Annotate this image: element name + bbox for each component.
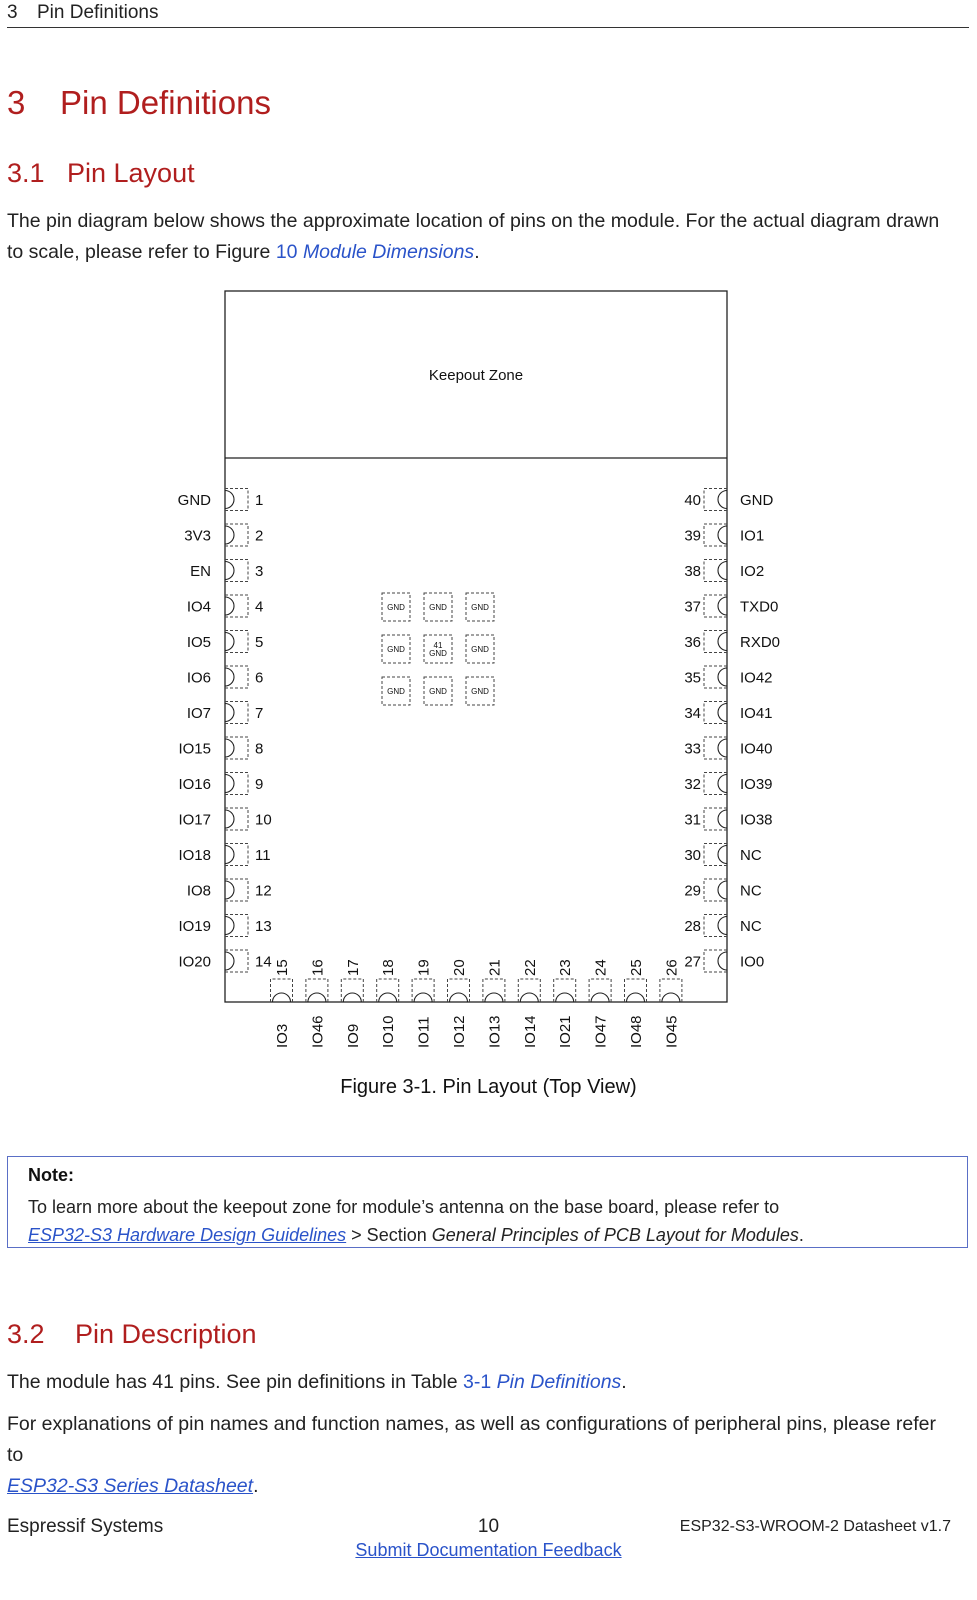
castellation (225, 704, 234, 722)
pin-number: 28 (684, 918, 701, 935)
pin-name: IO15 (178, 740, 211, 758)
castellation (225, 775, 234, 793)
pin-number: 39 (684, 527, 701, 545)
pin-pad (704, 915, 727, 937)
pin-number: 14 (255, 953, 272, 971)
pin-pad (704, 560, 727, 582)
castellation (225, 597, 234, 615)
pin-pad (225, 879, 248, 901)
pin-pad (518, 979, 540, 1002)
pin-number: 27 (684, 953, 701, 971)
bottom-pin (448, 959, 470, 1048)
pin-pad (704, 702, 727, 724)
right-pin (684, 524, 764, 546)
pin-name: IO13 (486, 1015, 504, 1048)
pin-desc-line-3-end: . (253, 1475, 259, 1497)
pin-desc-end: . (621, 1371, 627, 1393)
pad-label: GND (429, 603, 447, 612)
pin-name: EN (190, 563, 211, 580)
pin-pad (704, 489, 727, 511)
pin-pad (225, 737, 248, 759)
pin-pad (225, 524, 248, 546)
castellation (556, 993, 574, 1002)
bottom-pin (412, 959, 434, 1048)
castellation (308, 993, 326, 1002)
pin-name: IO17 (178, 811, 211, 829)
pin-number: 4 (255, 598, 264, 616)
castellation (718, 881, 727, 899)
figure-ref-number-link[interactable]: 10 (275, 241, 298, 263)
pin-pad (625, 979, 647, 1002)
castellation (225, 491, 234, 509)
castellation (718, 739, 727, 757)
pin-number: 30 (684, 847, 701, 864)
castellation (225, 917, 234, 935)
pin-pad (341, 979, 363, 1002)
pin-number: 34 (684, 705, 701, 722)
pin-name: IO46 (309, 1015, 327, 1048)
pin-pad (704, 737, 727, 759)
pin-number: 37 (684, 598, 701, 616)
pin-number: 40 (684, 492, 701, 509)
pin-pad (225, 773, 248, 795)
note-title: Note: (28, 1165, 74, 1185)
note-middle: > Section (346, 1225, 432, 1245)
pin-number: 29 (684, 882, 701, 900)
pin-name: IO2 (740, 563, 765, 580)
pin-description-paragraph-2 (7, 1409, 957, 1502)
castellation (225, 633, 234, 651)
left-pin (178, 773, 263, 795)
castellation (450, 993, 468, 1002)
pin-pad (704, 844, 727, 866)
pin-pad (660, 979, 682, 1002)
subsection-title: Pin Layout (67, 158, 195, 188)
pin-number: 7 (255, 705, 264, 722)
pin-pad (448, 979, 470, 1002)
pin-number: 5 (255, 634, 264, 651)
right-pin (684, 737, 772, 759)
castellation (718, 562, 727, 580)
pin-number: 31 (684, 811, 701, 829)
castellation (485, 993, 503, 1002)
pin-name: IO21 (557, 1015, 575, 1048)
pin-number: 18 (380, 959, 398, 976)
pin-name: RXD0 (740, 634, 781, 651)
footer-company: Espressif Systems (7, 1516, 164, 1537)
right-pin (684, 808, 772, 830)
pin-pad (554, 979, 576, 1002)
pin-number: 6 (255, 669, 264, 687)
section-title: Pin Definitions (60, 84, 271, 121)
pin-name: NC (740, 918, 762, 935)
castellation (225, 881, 234, 899)
subsection-number: 3.2 (7, 1319, 45, 1349)
pad-label: GND (429, 649, 447, 658)
footer-page-number: 10 (477, 1516, 500, 1537)
gnd-pad (382, 635, 410, 663)
pad-number: 41 (433, 641, 443, 650)
pin-pad (377, 979, 399, 1002)
pin-number: 20 (451, 959, 468, 976)
note-text (28, 1193, 957, 1249)
running-header-title: Pin Definitions (37, 2, 159, 23)
castellation (379, 993, 397, 1002)
castellation (662, 993, 680, 1002)
left-pin (178, 737, 263, 759)
castellation (414, 993, 432, 1002)
right-pin (684, 879, 762, 901)
pin-name: GND (740, 492, 774, 509)
pin-pad (225, 808, 248, 830)
pin-number: 13 (255, 918, 272, 935)
castellation (591, 993, 609, 1002)
pin-desc-text: The module has 41 pins. See pin definitions in Table (7, 1371, 464, 1393)
bottom-pin (554, 959, 576, 1048)
pin-pad (704, 773, 727, 795)
castellation (718, 633, 727, 651)
intro-paragraph (7, 206, 957, 268)
bottom-pin (589, 959, 611, 1048)
pin-name: IO1 (740, 527, 765, 545)
subsection-number: 3.1 (7, 158, 45, 188)
pin-pad (225, 950, 248, 972)
gnd-pad (466, 593, 494, 621)
pin-name: IO48 (628, 1015, 645, 1048)
pin-number: 11 (255, 847, 271, 864)
pin-name: NC (740, 847, 762, 864)
pin-name: IO9 (344, 1023, 362, 1048)
pin-name: IO5 (186, 634, 211, 651)
pin-name: 3V3 (184, 527, 211, 545)
bottom-pin (377, 959, 399, 1048)
pin-number: 16 (309, 959, 327, 976)
pin-number: 1 (255, 492, 264, 509)
pin-name: IO7 (186, 705, 211, 722)
pin-name: IO45 (663, 1015, 681, 1048)
pin-layout-diagram (170, 290, 810, 1065)
pin-name: IO3 (274, 1023, 291, 1048)
castellation (520, 993, 538, 1002)
subsection-title: Pin Description (75, 1319, 257, 1349)
center-gnd-pad (424, 635, 452, 663)
keepout-zone-label: Keepout Zone (428, 367, 524, 384)
pin-name: IO10 (380, 1015, 398, 1048)
pad-label: GND (471, 687, 489, 696)
pin-number: 38 (684, 563, 701, 580)
pin-pad (412, 979, 434, 1002)
pin-name: IO0 (740, 953, 765, 971)
bottom-pin (625, 959, 647, 1048)
pin-pad (225, 489, 248, 511)
gnd-pad (382, 677, 410, 705)
pin-name: IO16 (178, 776, 211, 793)
pin-name: IO47 (592, 1015, 610, 1048)
pin-desc-line-2: For explanations of pin names and function names, as well as configurations of peripheral pins, please refer to (7, 1413, 936, 1466)
castellation (343, 993, 361, 1002)
castellation (718, 917, 727, 935)
pin-pad (589, 979, 611, 1002)
pin-pad (704, 950, 727, 972)
intro-end: . (474, 241, 480, 263)
header-rule (7, 27, 969, 28)
castellation (718, 491, 727, 509)
series-datasheet-link[interactable]: ESP32-S3 Series Datasheet (7, 1475, 254, 1497)
pin-name: IO19 (178, 918, 211, 935)
table-ref-title-link[interactable]: Pin Definitions (496, 1371, 622, 1393)
pin-pad (225, 844, 248, 866)
pin-name: IO41 (740, 705, 773, 722)
note-line-1: To learn more about the keepout zone for module’s antenna on the base board, please refer to (28, 1197, 780, 1217)
right-pin (684, 844, 762, 866)
right-pin (684, 560, 764, 582)
pin-pad (704, 631, 727, 653)
pin-pad (225, 560, 248, 582)
pin-number: 26 (663, 959, 681, 976)
pin-pad (704, 666, 727, 688)
pin-name: GND (177, 492, 211, 509)
castellation (225, 562, 234, 580)
pin-number: 8 (255, 740, 264, 758)
bottom-pin (518, 959, 540, 1048)
pin-number: 17 (344, 959, 362, 976)
pin-name: IO39 (740, 776, 773, 793)
section-heading (7, 84, 271, 122)
note-section-name: General Principles of PCB Layout for Modules (431, 1225, 799, 1245)
subsection-heading-pin-description (7, 1319, 257, 1350)
pin-number: 33 (684, 740, 701, 758)
running-header (7, 2, 158, 24)
figure-caption: Figure 3-1. Pin Layout (Top View) (340, 1076, 637, 1098)
pin-pad (704, 808, 727, 830)
pin-number: 25 (628, 959, 645, 976)
castellation (225, 739, 234, 757)
right-pin (684, 773, 772, 795)
pin-pad (225, 595, 248, 617)
castellation (718, 526, 727, 544)
gnd-pad (382, 593, 410, 621)
pin-name: IO8 (186, 882, 211, 900)
right-pin (684, 489, 773, 511)
pin-number: 21 (486, 959, 504, 976)
pin-pad (483, 979, 505, 1002)
right-pin (684, 950, 764, 972)
pin-name: IO18 (178, 847, 211, 864)
pin-number: 3 (255, 563, 264, 580)
pin-description-paragraph-1 (7, 1367, 957, 1398)
castellation (225, 526, 234, 544)
bottom-pin (660, 959, 682, 1048)
pin-number: 32 (684, 776, 701, 793)
castellation (225, 846, 234, 864)
castellation (718, 597, 727, 615)
castellation (718, 704, 727, 722)
footer-doc-title: ESP32-S3-WROOM-2 Datasheet v1.7 (679, 1518, 951, 1535)
castellation (718, 775, 727, 793)
bottom-pin (341, 959, 363, 1048)
pin-name: IO12 (451, 1015, 468, 1048)
pin-number: 9 (255, 776, 264, 793)
pin-name: IO20 (178, 953, 211, 971)
pin-number: 36 (684, 634, 701, 651)
pin-pad (271, 979, 293, 1002)
pin-number: 2 (255, 527, 264, 545)
castellation (273, 993, 291, 1002)
bottom-pin (271, 959, 293, 1048)
pad-label: GND (387, 645, 405, 654)
pad-label: GND (471, 603, 489, 612)
pin-pad (306, 979, 328, 1002)
pad-label: GND (429, 687, 447, 696)
pin-number: 23 (557, 959, 575, 976)
intro-text: The pin diagram below shows the approximate location of pins on the module. For the actual diagram drawn to scale, please refer to Figure (7, 210, 940, 263)
pin-pad (225, 631, 248, 653)
bottom-pin (306, 959, 328, 1048)
castellation (718, 668, 727, 686)
gnd-pad (424, 677, 452, 705)
pad-label: GND (471, 645, 489, 654)
right-pin (684, 915, 762, 937)
pin-number: 22 (521, 959, 539, 976)
section-number: 3 (7, 84, 26, 121)
running-header-number: 3 (7, 2, 18, 23)
pad-label: GND (387, 687, 405, 696)
pin-name: IO40 (740, 740, 773, 758)
castellation (225, 952, 234, 970)
pin-number: 24 (592, 959, 610, 976)
castellation (718, 846, 727, 864)
hardware-design-guidelines-link[interactable]: ESP32-S3 Hardware Design Guidelines (28, 1225, 347, 1245)
gnd-pad (466, 635, 494, 663)
pin-name: TXD0 (740, 598, 779, 616)
left-pin (190, 560, 263, 582)
pin-pad (704, 524, 727, 546)
pin-name: IO6 (186, 669, 211, 687)
right-pin (684, 702, 772, 724)
right-pin (684, 631, 780, 653)
left-pin (187, 879, 272, 901)
castellation (718, 810, 727, 828)
pin-number: 19 (415, 959, 433, 976)
subsection-heading-pin-layout (7, 158, 195, 189)
pad-label: GND (387, 603, 405, 612)
figure-ref-title-link[interactable]: Module Dimensions (302, 241, 475, 263)
bottom-pin (483, 959, 505, 1048)
castellation (225, 810, 234, 828)
right-pin (684, 595, 778, 617)
left-pin (184, 524, 263, 546)
pin-name: IO11 (415, 1016, 433, 1048)
pin-pad (225, 915, 248, 937)
pin-pad (225, 702, 248, 724)
submit-feedback-link[interactable]: Submit Documentation Feedback (355, 1540, 622, 1560)
castellation (627, 993, 645, 1002)
gnd-pad (424, 593, 452, 621)
pin-name: NC (740, 882, 762, 900)
pin-name: IO42 (740, 669, 773, 687)
gnd-pad (466, 677, 494, 705)
right-pin (684, 666, 772, 688)
pin-pad (704, 595, 727, 617)
pin-name: IO14 (521, 1015, 539, 1048)
castellation (225, 668, 234, 686)
castellation (718, 952, 727, 970)
pin-name: IO38 (740, 811, 773, 829)
pin-number: 10 (255, 811, 272, 829)
pin-number: 12 (255, 882, 272, 900)
pin-pad (225, 666, 248, 688)
left-pin (178, 489, 264, 511)
pin-name: IO4 (186, 598, 211, 616)
pin-number: 35 (684, 669, 701, 687)
table-ref-number-link[interactable]: 3-1 (463, 1371, 492, 1393)
pin-pad (704, 879, 727, 901)
pin-number: 15 (274, 959, 291, 976)
note-end: . (798, 1225, 804, 1245)
note-box (7, 1156, 968, 1248)
